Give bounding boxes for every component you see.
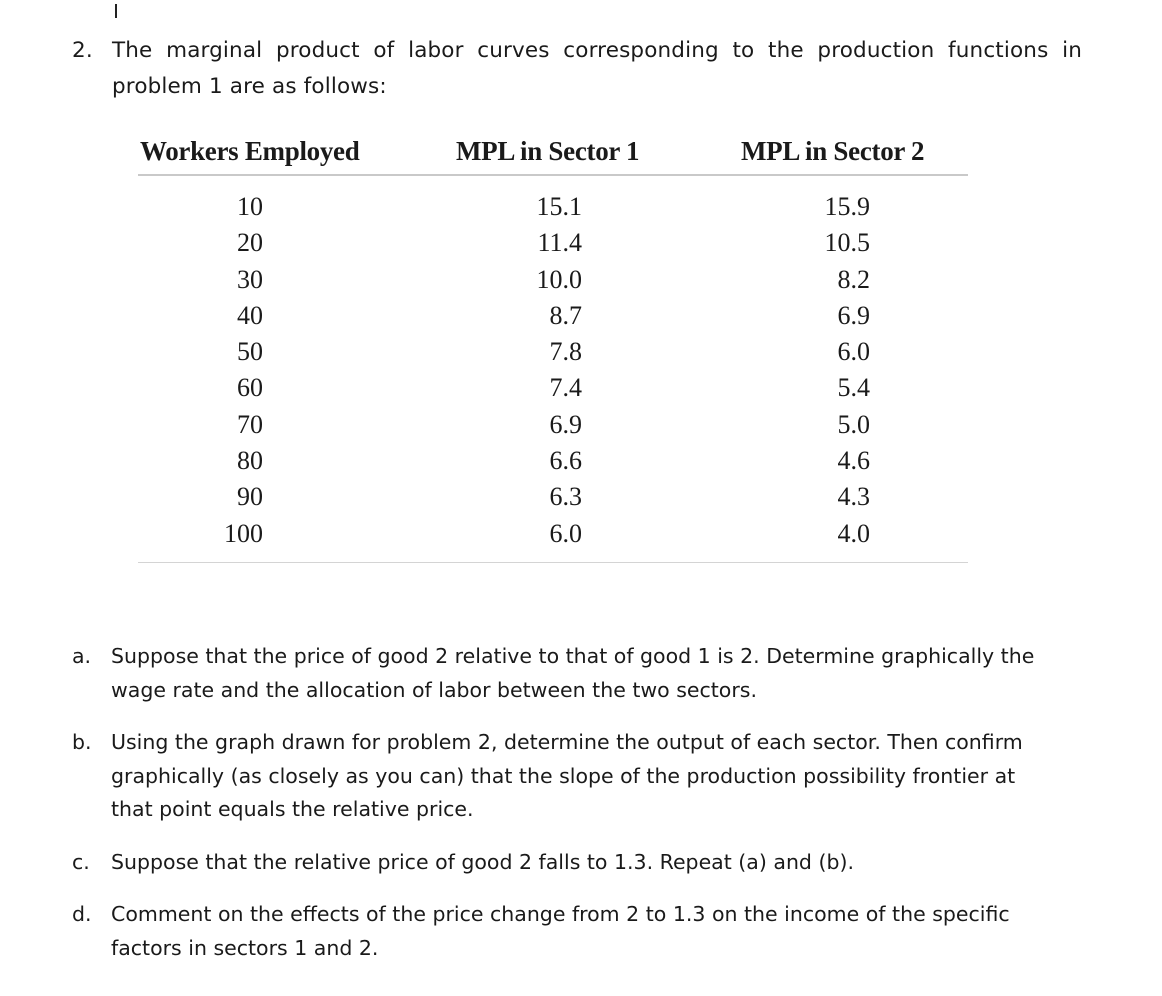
cell-mpl-sector-1: 15.1 bbox=[536, 192, 582, 221]
cell-workers: 30 bbox=[237, 264, 263, 294]
header-workers-employed: Workers Employed bbox=[140, 136, 360, 166]
problem-statement bbox=[72, 33, 1082, 105]
question-text: Using the graph drawn for problem 2, determine the output of each sector. Then confirm graphically (as closely as you can) that the slope of the production possibility frontier at that point equals the relative price. bbox=[111, 730, 1023, 821]
cell-mpl-sector-1: 7.8 bbox=[549, 337, 582, 367]
table-body bbox=[138, 176, 968, 563]
table-row bbox=[138, 517, 968, 553]
table-row bbox=[138, 335, 968, 371]
cell-workers: 100 bbox=[224, 518, 263, 548]
problem-text: The marginal product of labor curves corresponding to the production functions in problem 1 are as follows: bbox=[112, 38, 1082, 99]
cell-mpl-sector-2: 15.9 bbox=[824, 192, 870, 221]
cell-mpl-sector-1: 6.3 bbox=[549, 482, 582, 512]
question-label: c. bbox=[72, 849, 90, 874]
question-list bbox=[72, 640, 1062, 984]
cell-mpl-sector-1: 7.4 bbox=[549, 373, 582, 403]
table-header bbox=[138, 130, 968, 176]
cell-workers: 20 bbox=[237, 228, 263, 258]
question-text: Suppose that the price of good 2 relative to that of good 1 is 2. Determine graphically the wage rate and the allocation of labor between the two sectors. bbox=[111, 644, 1035, 702]
question-item bbox=[72, 846, 1062, 880]
cell-mpl-sector-2: 4.6 bbox=[837, 446, 870, 476]
cell-workers: 70 bbox=[237, 409, 263, 439]
table-row bbox=[138, 226, 968, 262]
table-row bbox=[138, 371, 968, 407]
question-item bbox=[72, 640, 1062, 707]
question-text: Suppose that the relative price of good 2 falls to 1.3. Repeat (a) and (b). bbox=[111, 849, 854, 874]
cell-mpl-sector-2: 8.2 bbox=[837, 264, 870, 294]
cell-workers: 50 bbox=[237, 337, 263, 367]
question-label: d. bbox=[72, 902, 92, 926]
cell-mpl-sector-1: 6.6 bbox=[549, 446, 582, 476]
table-row bbox=[138, 263, 968, 299]
table-row bbox=[138, 408, 968, 444]
cell-mpl-sector-1: 8.7 bbox=[549, 300, 582, 330]
cell-mpl-sector-2: 5.4 bbox=[837, 373, 870, 403]
table-row bbox=[138, 444, 968, 480]
question-item bbox=[72, 726, 1062, 827]
cell-workers: 60 bbox=[237, 373, 263, 403]
cell-mpl-sector-1: 6.9 bbox=[549, 409, 582, 439]
table-row bbox=[138, 190, 968, 226]
question-label: b. bbox=[72, 730, 92, 754]
cell-mpl-sector-2: 4.3 bbox=[837, 482, 870, 512]
cell-mpl-sector-1: 10.0 bbox=[536, 264, 582, 294]
mpl-table bbox=[138, 130, 968, 563]
question-item bbox=[72, 898, 1062, 965]
header-mpl-sector-1: MPL in Sector 1 bbox=[456, 136, 640, 166]
cell-workers: 90 bbox=[237, 482, 263, 512]
cell-mpl-sector-1: 6.0 bbox=[549, 518, 582, 548]
question-text: Comment on the effects of the price change from 2 to 1.3 on the income of the specific factors in sectors 1 and 2. bbox=[111, 902, 1010, 960]
cell-workers: 10 bbox=[237, 192, 263, 221]
header-mpl-sector-2: MPL in Sector 2 bbox=[741, 136, 925, 166]
problem-number: 2. bbox=[72, 38, 93, 63]
table-row bbox=[138, 299, 968, 335]
cell-workers: 80 bbox=[237, 446, 263, 476]
cell-mpl-sector-2: 6.9 bbox=[837, 300, 870, 330]
cell-mpl-sector-2: 6.0 bbox=[837, 337, 870, 367]
text-cursor bbox=[115, 4, 117, 18]
question-label: a. bbox=[72, 644, 92, 668]
cell-mpl-sector-2: 4.0 bbox=[837, 518, 870, 548]
cell-workers: 40 bbox=[237, 300, 263, 330]
cell-mpl-sector-1: 11.4 bbox=[537, 228, 582, 258]
table-row bbox=[138, 480, 968, 516]
cell-mpl-sector-2: 10.5 bbox=[824, 228, 870, 258]
cell-mpl-sector-2: 5.0 bbox=[837, 409, 870, 439]
